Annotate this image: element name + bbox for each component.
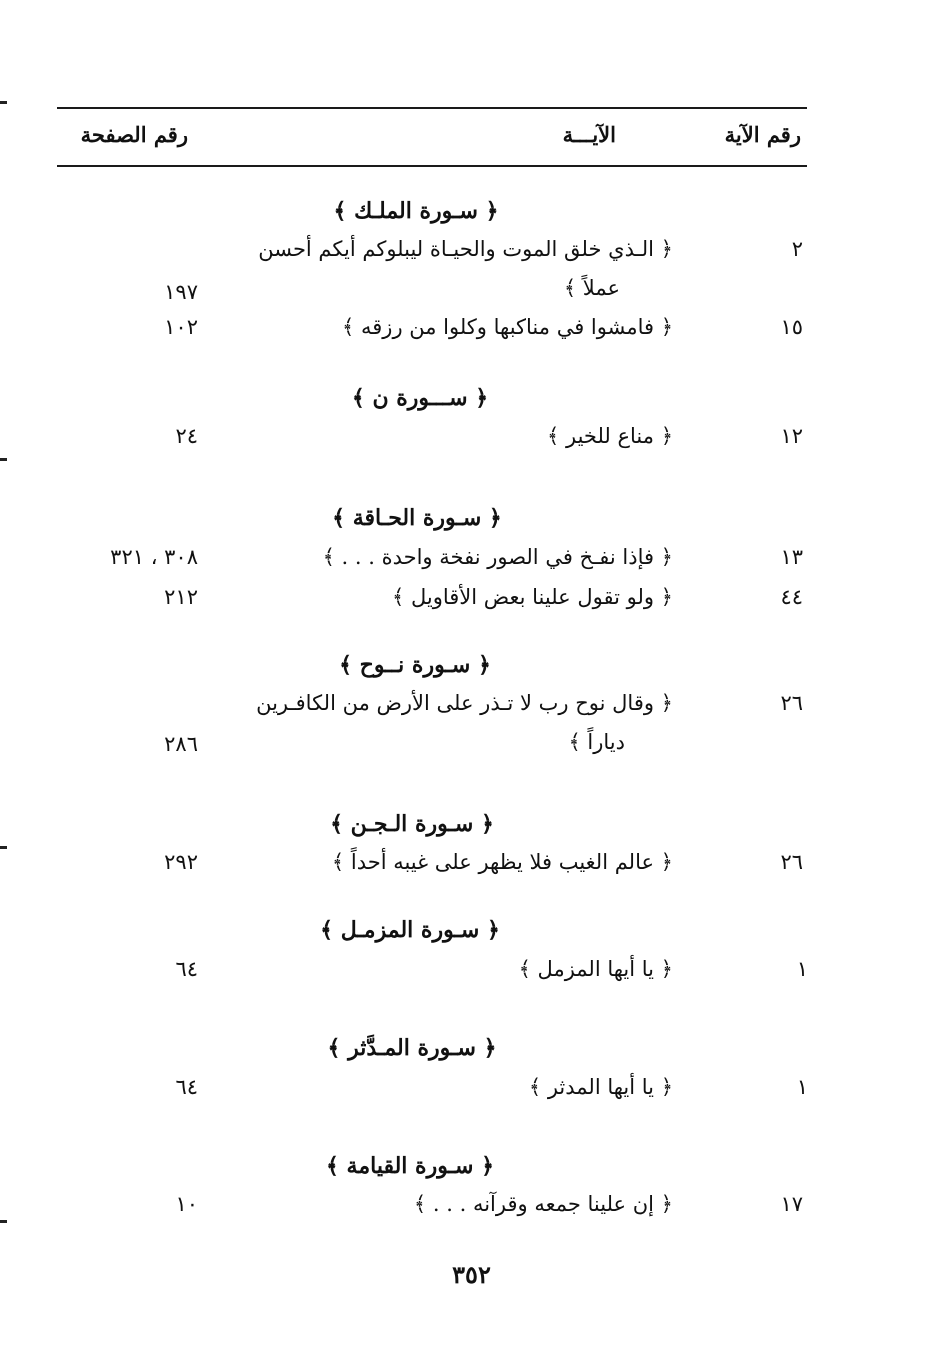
ayah-number: ١٥ [780,315,803,339]
ayah-number: ٢٦ [780,850,803,874]
ayah-text-continued: دياراً ﴾ [568,730,625,754]
top-rule [57,107,807,109]
ayah-text-continued: عملاً ﴾ [563,276,620,300]
header-page-number: رقم الصفحة [80,122,188,147]
ayah-number: ١ [796,1075,808,1099]
ayah-text: ﴿ ولو تقول علينا بعض الأقاويل ﴾ [391,585,673,609]
ayah-text: ﴿ فإذا نفـخ في الصور نفخة واحدة . . . ﴾ [322,545,673,569]
page-reference: ٦٤ [175,1075,198,1099]
page-reference: ٢٩٢ [164,850,198,874]
page-reference: ٢٨٦ [164,732,198,756]
page-reference: ١٠ [175,1192,198,1216]
page-reference: ٢١٢ [164,585,198,609]
surah-title: ﴿ سـورة المزمـل ﴾ [320,917,500,943]
ayah-number: ١٧ [780,1192,803,1216]
surah-title: ﴿ ســـورة ن ﴾ [351,385,489,411]
ayah-number: ٢٦ [780,691,803,715]
ayah-text: ﴿ الـذي خلق الموت والحيـاة ليبلوكم أيكم أحسن [258,237,673,261]
ayah-text: ﴿ يا أيها المزمل ﴾ [518,957,673,981]
ayah-text: ﴿ فامشوا في مناكبها وكلوا من رزقه ﴾ [342,315,673,339]
ayah-text: ﴿ عالم الغيب فلا يظهر على غيبه أحداً ﴾ [331,850,673,874]
scan-edge-mark [0,846,7,849]
scan-edge-mark [0,1220,7,1223]
header-ayah: الآيـــة [562,122,616,147]
ayah-number: ١٢ [780,424,803,448]
surah-title: ﴿ سـورة الملـك ﴾ [333,198,499,224]
surah-title: ﴿ سـورة المـدَّثر ﴾ [327,1035,497,1061]
header-rule [57,165,807,167]
surah-title: ﴿ سـورة الـجـن ﴾ [330,811,494,837]
ayah-text: ﴿ يا أيها المدثر ﴾ [528,1075,673,1099]
ayah-number: ٢ [791,237,803,261]
page-number-footer: ٣٥٢ [452,1260,491,1289]
page-reference: ٣٠٨ ، ٣٢١ [110,545,198,569]
page-reference: ٢٤ [175,424,198,448]
page-reference: ١٠٢ [164,315,198,339]
header-ayah-number: رقم الآية [724,122,801,147]
scan-edge-mark [0,458,7,461]
ayah-number: ١ [796,957,808,981]
ayah-text: ﴿ إن علينا جمعه وقرآنه . . . ﴾ [413,1192,673,1216]
ayah-text: ﴿ وقال نوح رب لا تـذر على الأرض من الكافـرين [256,691,673,715]
ayah-text: ﴿ مناع للخير ﴾ [547,424,673,448]
surah-title: ﴿ سـورة نــوح ﴾ [339,652,491,678]
surah-title: ﴿ سـورة القيامة ﴾ [325,1153,495,1179]
scan-edge-mark [0,101,7,104]
page-reference: ١٩٧ [164,280,198,304]
surah-title: ﴿ سـورة الحـاقة ﴾ [332,505,502,531]
ayah-number: ٤٤ [780,585,803,609]
page-reference: ٦٤ [175,957,198,981]
ayah-number: ١٣ [780,545,803,569]
